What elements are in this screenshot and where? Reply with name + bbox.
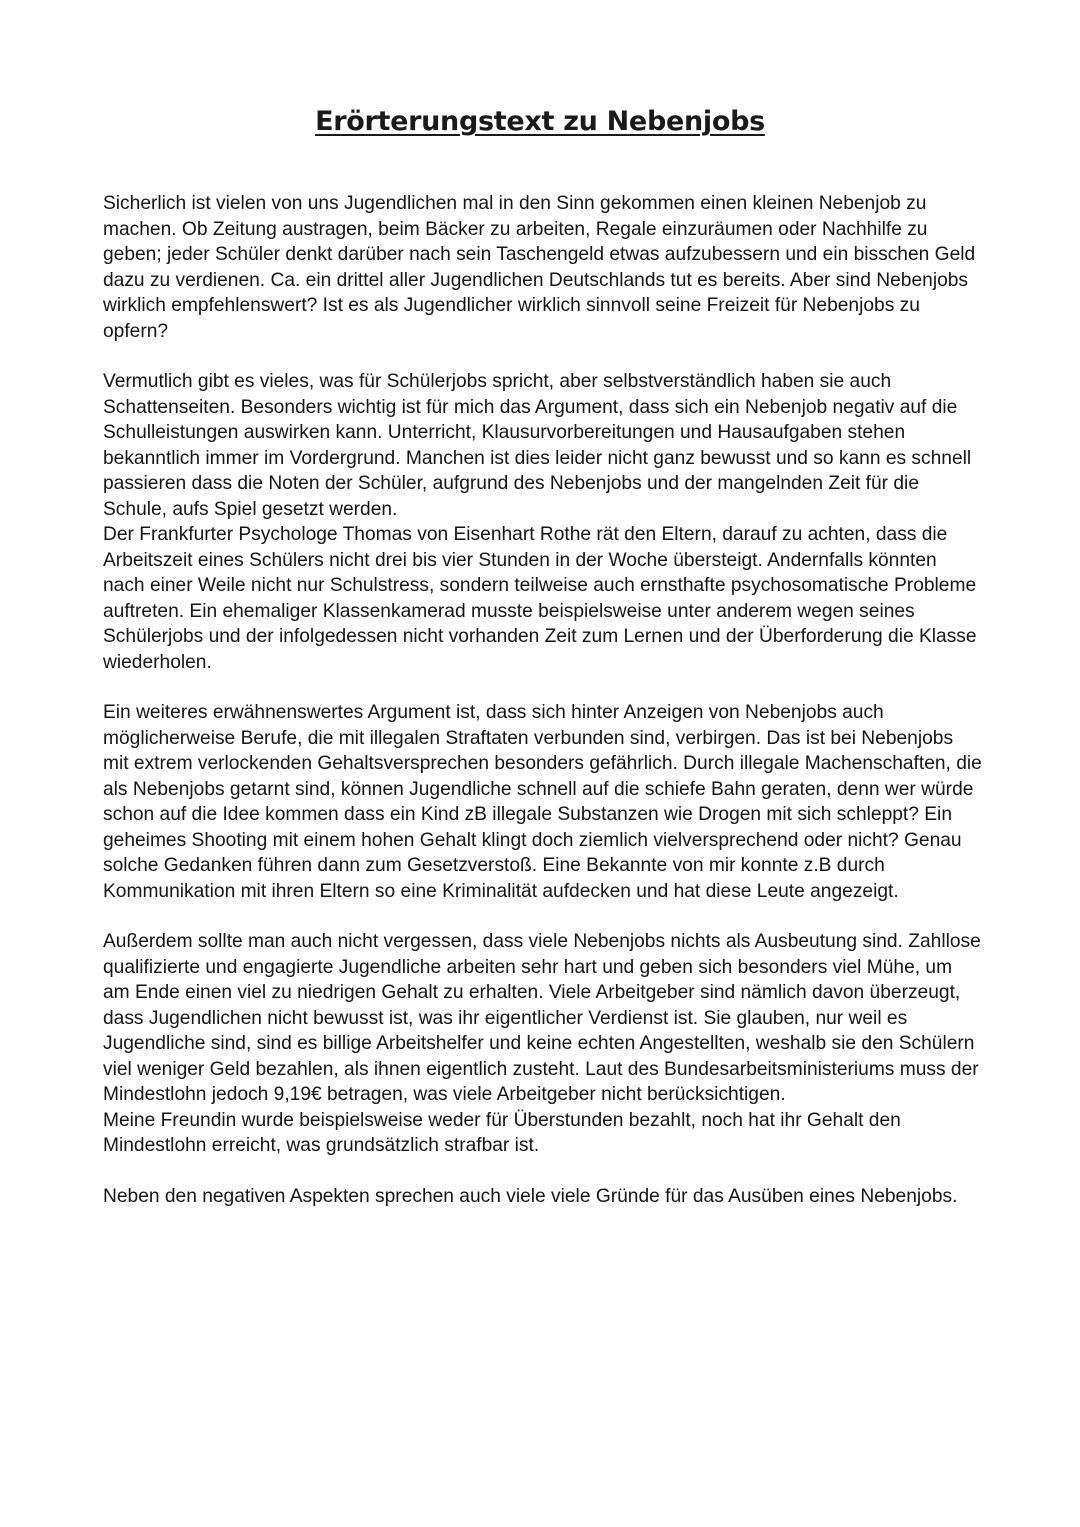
paragraph-illegal-jobs: Ein weiteres erwähnenswertes Argument ist, dass sich hinter Anzeigen von Nebenjobs auch möglicherweise Berufe, die mit illegalen Straftaten verbunden sind, verbirgen. Das ist bei Nebenjobs mit extrem verlockenden Gehaltsversprechen besonders gefährlich. Durch illegale Machenschaften, die als Nebenjobs getarnt sind, können Jugendliche schnell auf die schiefe Bahn geraten, denn wer würde schon auf die Idee kommen dass ein Kind zB illegale Substanzen wie Drogen mit sich schleppt? Ein geheimes Shooting mit einem hohen Gehalt klingt doch ziemlich vielversprechend oder nicht? Genau solche Gedanken führen dann zum Gesetzverstoß. Eine Bekannte von mir konnte z.B durch Kommunikation mit ihren Eltern so eine Kriminalität aufdecken und hat diese Leute angezeigt. [103,702,982,902]
paragraph-intro: Sicherlich ist vielen von uns Jugendlichen mal in den Sinn gekommen einen kleinen Nebenjob zu machen. Ob Zeitung austragen, beim Bäcker zu arbeiten, Regale einzuräumen oder Nachhilfe zu geben; jeder Schüler denkt darüber nach sein Taschengeld etwas aufzubessern und ein bisschen Geld dazu zu verdienen. Ca. ein drittel aller Jugendlichen Deutschlands tut es bereits. Aber sind Nebenjobs wirklich empfehlenswert? Ist es als Jugendlicher wirklich sinnvoll seine Freizeit für Nebenjobs zu opfern? [103,193,976,342]
paragraph-exploitation: Außerdem sollte man auch nicht vergessen, dass viele Nebenjobs nichts als Ausbeutung sind. Zahllose qualifizierte und engagierte Jugendliche arbeiten sehr hart und geben sich besonders viel Mühe, um am Ende einen viel zu niedrigen Gehalt zu erhalten. Viele Arbeitgeber sind nämlich davon überzeugt, dass Jugendlichen nicht bewusst ist, was ihr eigentlicher Verdienst ist. Sie glauben, nur weil es Jugendliche sind, sind es billige Arbeitshelfer und keine echten Angestellten, weshalb sie den Schülern viel weniger Geld bezahlen, als ihnen eigentlich zusteht. Laut des Bundesarbeitsministeriums muss der Mindestlohn jedoch 9,19€ betragen, was viele Arbeitgeber nicht berücksichtigen. [103,931,981,1105]
paragraph-friend-example: Meine Freundin wurde beispielsweise weder für Überstunden bezahlt, noch hat ihr Gehalt den Mindestlohn erreicht, was grundsätzlich strafbar ist. [103,1109,901,1156]
paragraph-psychologist: Der Frankfurter Psychologe Thomas von Eisenhart Rothe rät den Eltern, darauf zu achten, dass die Arbeitszeit eines Schülers nicht drei bis vier Stunden in der Woche übersteigt. Andernfalls könnten nach einer Weile nicht nur Schulstress, sondern teilweise auch ernsthafte psychosomatische Probleme auftreten. Ein ehemaliger Klassenkamerad musste beispielsweise unter anderem wegen seines Schülerjobs und der infolgedessen nicht vorhanden Zeit zum Lernen und der Überforderung die Klasse wiederholen. [103,524,977,673]
paragraph-transition: Neben den negativen Aspekten sprechen auch viele viele Gründe für das Ausüben eines Nebenjobs. [103,1185,958,1207]
document-body [103,191,983,1234]
document-title: Erörterungstext zu Nebenjobs [315,106,765,137]
paragraph-school-performance: Vermutlich gibt es vieles, was für Schülerjobs spricht, aber selbstverständlich haben sie auch Schattenseiten. Besonders wichtig ist für mich das Argument, dass sich ein Nebenjob negativ auf die Schulleistungen auswirken kann. Unterricht, Klausurvorbereitungen und Hausaufgaben stehen bekanntlich immer im Vordergrund. Manchen ist dies leider nicht ganz bewusst und so kann es schnell passieren dass die Noten der Schüler, aufgrund des Nebenjobs und der mangelnden Zeit für die Schule, aufs Spiel gesetzt werden. [103,371,972,520]
